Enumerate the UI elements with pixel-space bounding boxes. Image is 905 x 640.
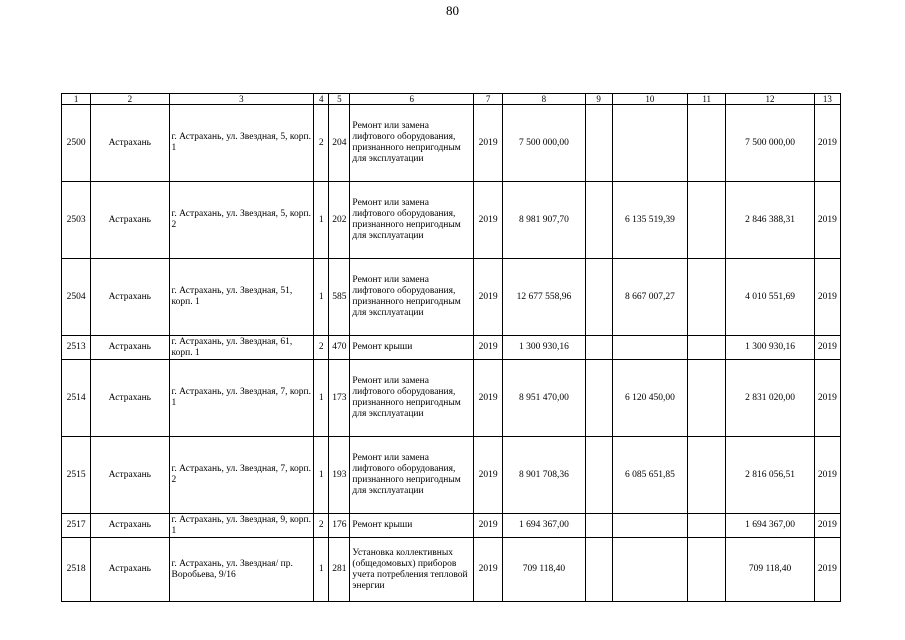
cell-col-9 <box>585 259 612 336</box>
cell-total-cost: 7 500 000,00 <box>503 105 585 182</box>
cell-col-9 <box>585 514 612 538</box>
cell-category: 2 <box>314 336 329 360</box>
cell-address: г. Астрахань, ул. Звездная, 5, корп. 1 <box>169 105 314 182</box>
cell-col-13: 2019 <box>814 514 840 538</box>
cell-building-year: 281 <box>329 538 350 602</box>
column-header: 1 <box>62 94 91 105</box>
cell-col-11 <box>688 182 726 259</box>
cell-row-id: 2500 <box>62 105 91 182</box>
cell-category: 1 <box>314 437 329 514</box>
cell-total-cost: 12 677 558,96 <box>503 259 585 336</box>
cell-col-10 <box>612 336 687 360</box>
cell-col-11 <box>688 105 726 182</box>
cell-col-12: 709 118,40 <box>726 538 814 602</box>
cell-col-9 <box>585 182 612 259</box>
cell-col-9 <box>585 105 612 182</box>
cell-building-year: 204 <box>329 105 350 182</box>
cell-work-type: Ремонт или замена лифтового оборудования, признанного непригодным для эксплуатации <box>350 259 474 336</box>
cell-city: Астрахань <box>91 259 169 336</box>
cell-col-13: 2019 <box>814 437 840 514</box>
cell-row-id: 2503 <box>62 182 91 259</box>
column-header: 8 <box>503 94 585 105</box>
cell-total-cost: 8 901 708,36 <box>503 437 585 514</box>
register-table <box>61 93 841 602</box>
cell-city: Астрахань <box>91 182 169 259</box>
cell-address: г. Астрахань, ул. Звездная, 51, корп. 1 <box>169 259 314 336</box>
cell-city: Астрахань <box>91 105 169 182</box>
cell-year: 2019 <box>474 105 503 182</box>
cell-col-10: 8 667 007,27 <box>612 259 687 336</box>
cell-category: 1 <box>314 538 329 602</box>
cell-category: 1 <box>314 182 329 259</box>
cell-col-12: 2 816 056,51 <box>726 437 814 514</box>
table-row <box>62 514 841 538</box>
cell-total-cost: 8 981 907,70 <box>503 182 585 259</box>
cell-row-id: 2515 <box>62 437 91 514</box>
cell-address: г. Астрахань, ул. Звездная, 7, корп. 1 <box>169 360 314 437</box>
cell-col-9 <box>585 437 612 514</box>
cell-address: г. Астрахань, ул. Звездная, 61, корп. 1 <box>169 336 314 360</box>
cell-work-type: Ремонт или замена лифтового оборудования, признанного непригодным для эксплуатации <box>350 105 474 182</box>
cell-col-13: 2019 <box>814 105 840 182</box>
cell-total-cost: 1 694 367,00 <box>503 514 585 538</box>
table-row <box>62 259 841 336</box>
cell-col-10: 6 135 519,39 <box>612 182 687 259</box>
cell-city: Астрахань <box>91 437 169 514</box>
cell-building-year: 202 <box>329 182 350 259</box>
cell-building-year: 470 <box>329 336 350 360</box>
table-row <box>62 336 841 360</box>
column-header: 10 <box>612 94 687 105</box>
cell-total-cost: 8 951 470,00 <box>503 360 585 437</box>
cell-col-10: 6 120 450,00 <box>612 360 687 437</box>
cell-building-year: 585 <box>329 259 350 336</box>
cell-work-type: Установка коллективных (общедомовых) приборов учета потребления тепловой энергии <box>350 538 474 602</box>
cell-col-13: 2019 <box>814 259 840 336</box>
cell-city: Астрахань <box>91 538 169 602</box>
cell-col-11 <box>688 437 726 514</box>
cell-category: 2 <box>314 514 329 538</box>
cell-col-11 <box>688 538 726 602</box>
column-header: 13 <box>814 94 840 105</box>
cell-col-10: 6 085 651,85 <box>612 437 687 514</box>
cell-col-11 <box>688 336 726 360</box>
cell-col-12: 2 846 388,31 <box>726 182 814 259</box>
cell-col-10 <box>612 514 687 538</box>
column-header: 12 <box>726 94 814 105</box>
cell-col-9 <box>585 360 612 437</box>
cell-work-type: Ремонт крыши <box>350 336 474 360</box>
cell-work-type: Ремонт крыши <box>350 514 474 538</box>
cell-category: 1 <box>314 259 329 336</box>
cell-col-10 <box>612 538 687 602</box>
cell-row-id: 2514 <box>62 360 91 437</box>
column-header: 7 <box>474 94 503 105</box>
cell-row-id: 2518 <box>62 538 91 602</box>
cell-col-12: 1 694 367,00 <box>726 514 814 538</box>
cell-year: 2019 <box>474 182 503 259</box>
table-row <box>62 437 841 514</box>
table-row <box>62 182 841 259</box>
table-row <box>62 360 841 437</box>
cell-col-13: 2019 <box>814 360 840 437</box>
cell-col-13: 2019 <box>814 538 840 602</box>
cell-city: Астрахань <box>91 336 169 360</box>
cell-work-type: Ремонт или замена лифтового оборудования, признанного непригодным для эксплуатации <box>350 182 474 259</box>
cell-city: Астрахань <box>91 360 169 437</box>
cell-col-9 <box>585 336 612 360</box>
cell-row-id: 2517 <box>62 514 91 538</box>
cell-building-year: 176 <box>329 514 350 538</box>
cell-col-11 <box>688 360 726 437</box>
cell-address: г. Астрахань, ул. Звездная, 5, корп. 2 <box>169 182 314 259</box>
column-header: 9 <box>585 94 612 105</box>
cell-col-12: 1 300 930,16 <box>726 336 814 360</box>
column-header: 3 <box>169 94 314 105</box>
cell-col-13: 2019 <box>814 336 840 360</box>
column-header: 11 <box>688 94 726 105</box>
column-header: 4 <box>314 94 329 105</box>
cell-work-type: Ремонт или замена лифтового оборудования, признанного непригодным для эксплуатации <box>350 360 474 437</box>
cell-address: г. Астрахань, ул. Звездная, 9, корп. 1 <box>169 514 314 538</box>
cell-col-12: 7 500 000,00 <box>726 105 814 182</box>
cell-col-11 <box>688 259 726 336</box>
table-row <box>62 105 841 182</box>
cell-year: 2019 <box>474 538 503 602</box>
cell-category: 1 <box>314 360 329 437</box>
cell-year: 2019 <box>474 360 503 437</box>
table-row <box>62 538 841 602</box>
cell-year: 2019 <box>474 336 503 360</box>
column-header: 2 <box>91 94 169 105</box>
cell-address: г. Астрахань, ул. Звездная/ пр. Воробьева, 9/16 <box>169 538 314 602</box>
cell-total-cost: 1 300 930,16 <box>503 336 585 360</box>
column-number-row <box>62 94 841 105</box>
cell-col-11 <box>688 514 726 538</box>
cell-col-13: 2019 <box>814 182 840 259</box>
cell-building-year: 173 <box>329 360 350 437</box>
cell-year: 2019 <box>474 437 503 514</box>
cell-category: 2 <box>314 105 329 182</box>
cell-col-12: 4 010 551,69 <box>726 259 814 336</box>
cell-row-id: 2504 <box>62 259 91 336</box>
cell-city: Астрахань <box>91 514 169 538</box>
cell-year: 2019 <box>474 259 503 336</box>
cell-row-id: 2513 <box>62 336 91 360</box>
cell-year: 2019 <box>474 514 503 538</box>
cell-address: г. Астрахань, ул. Звездная, 7, корп. 2 <box>169 437 314 514</box>
cell-work-type: Ремонт или замена лифтового оборудования, признанного непригодным для эксплуатации <box>350 437 474 514</box>
column-header: 5 <box>329 94 350 105</box>
column-header: 6 <box>350 94 474 105</box>
page-number: 80 <box>446 3 459 18</box>
cell-building-year: 193 <box>329 437 350 514</box>
cell-total-cost: 709 118,40 <box>503 538 585 602</box>
cell-col-12: 2 831 020,00 <box>726 360 814 437</box>
cell-col-10 <box>612 105 687 182</box>
cell-col-9 <box>585 538 612 602</box>
